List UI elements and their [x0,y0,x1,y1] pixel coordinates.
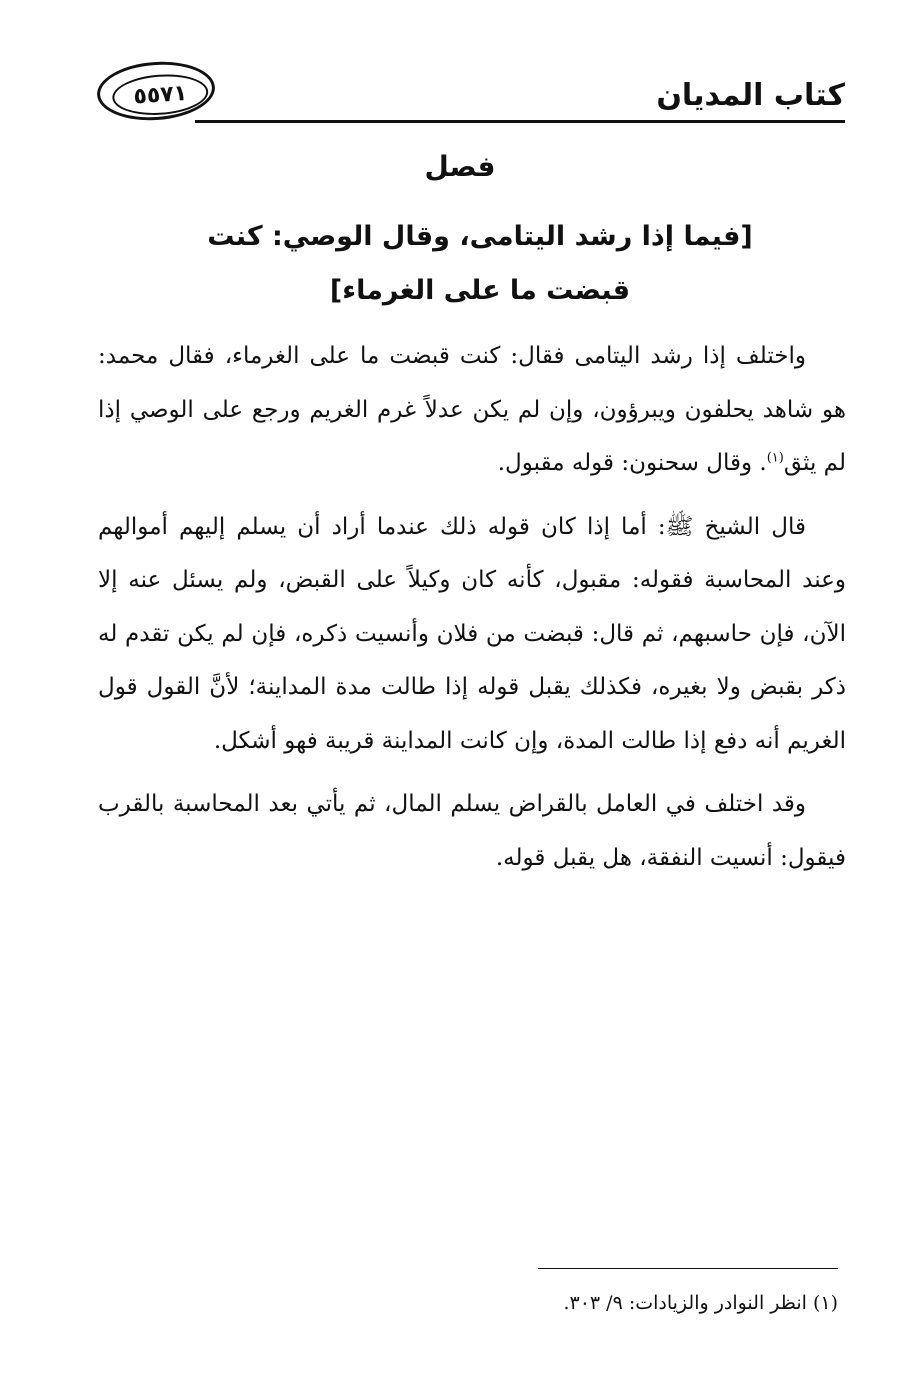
paragraph-3: وقد اختلف في العامل بالقراض يسلم المال، ثم يأتي بعد المحاسبة بالقرب فيقول: أنسيت النفقة، هل يقبل قوله. [98,791,846,871]
paragraph-1-tail: . وقال سحنون: قوله مقبول. [497,450,767,476]
footnote: (١) انظر النوادر والزيادات: ٩/ ٣٠٣. [563,1292,838,1314]
running-header [95,60,845,130]
book-title: كتاب المديان [656,78,845,113]
paragraph-1-text: واختلف إذا رشد اليتامى فقال: كنت قبضت ما على الغرماء، فقال محمد: هو شاهد يحلفون ويبرؤون، وإن لم يكن عدلاً غرم الغريم ورجع على الوصي إذا لم يثق [98,343,846,476]
footnote-ref[interactable]: (١) [766,450,784,466]
body-text [98,330,846,895]
section-title: فصل [424,150,496,183]
header-rule [195,120,845,123]
page-number-frame [95,58,217,124]
section-subtitle: [فيما إذا رشد اليتامى، وقال الوصي: كنت قبضت ما على الغرماء] [207,221,753,306]
footnote-rule [538,1268,838,1269]
paragraph-1 [98,330,846,491]
page-number: ٥٥٧١ [111,71,210,118]
paragraph-2: قال الشيخ ﷺ: أما إذا كان قوله ذلك عندما أراد أن يسلم إليهم أموالهم وعند المحاسبة فقوله: مقبول، كأنه كان وكيلاً على القبض، ولم يسئل عنه إلا الآن، فإن حاسبهم، ثم قال: قبضت من فلان وأنسيت ذكره، فإن لم يكن تقدم له ذكر بقبض ولا بغيره، فكذلك يقبل قوله إذا طالت مدة المداينة؛ لأنَّ القول قول الغريم أنه دفع إذا طالت المدة، وإن كانت المداينة قريبة فهو أشكل. [98,513,846,754]
